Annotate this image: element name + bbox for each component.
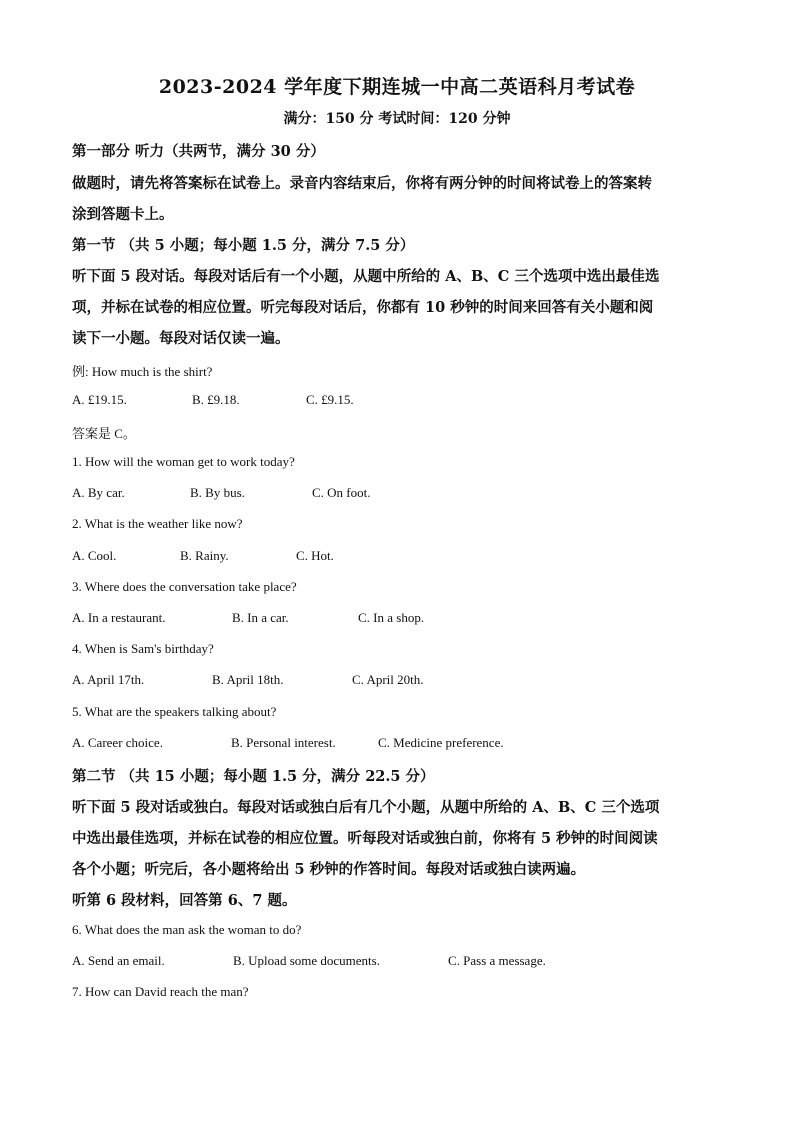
example-option-c: C. £9.15. [306, 392, 354, 407]
material-6-heading: 听第 6 段材料，回答第 6、7 题。 [72, 892, 297, 909]
question-1-options [72, 485, 722, 503]
example-option-b: B. £9.18. [192, 392, 240, 407]
question-7: 7. How can David reach the man? [72, 984, 249, 999]
question-5-option-a: A. Career choice. [72, 735, 163, 750]
question-6: 6. What does the man ask the woman to do? [72, 922, 302, 937]
question-5: 5. What are the speakers talking about? [72, 704, 277, 719]
part1-heading: 第一部分 听力（共两节，满分 30 分） [72, 143, 325, 160]
question-2-options [72, 548, 722, 566]
question-3: 3. Where does the conversation take place? [72, 579, 297, 594]
question-1-option-a: A. By car. [72, 485, 125, 500]
question-6-option-a: A. Send an email. [72, 953, 165, 968]
question-3-option-c: C. In a shop. [358, 610, 425, 625]
question-5-option-c: C. Medicine preference. [378, 735, 504, 750]
section1-heading: 第一节 （共 5 小题；每小题 1.5 分，满分 7.5 分） [72, 237, 415, 254]
section2-instruction-line-3: 各个小题；听完后，各小题将给出 5 秒钟的作答时间。每段对话或独白读两遍。 [72, 861, 586, 878]
part1-instruction-line-1: 做题时，请先将答案标在试卷上。录音内容结束后，你将有两分钟的时间将试卷上的答案转 [72, 175, 652, 192]
exam-meta: 满分：150 分 考试时间：120 分钟 [283, 111, 511, 127]
question-1: 1. How will the woman get to work today? [72, 454, 295, 469]
section1-instruction-line-2: 项，并标在试卷的相应位置。听完每段对话后，你都有 10 秒钟的时间来回答有关小题和阅 [72, 299, 654, 316]
question-2-option-c: C. Hot. [296, 548, 334, 563]
question-4-options [72, 672, 722, 690]
question-5-options [72, 735, 722, 753]
example-question: 例: How much is the shirt? [72, 364, 213, 379]
question-3-options [72, 610, 722, 628]
question-2-option-a: A. Cool. [72, 548, 117, 563]
example-options [72, 392, 722, 410]
page-title: 2023-2024 学年度下期连城一中高二英语科月考试卷 [158, 76, 636, 98]
question-1-option-b: B. By bus. [190, 485, 245, 500]
question-4: 4. When is Sam's birthday? [72, 641, 214, 656]
question-3-option-b: B. In a car. [232, 610, 289, 625]
question-4-option-c: C. April 20th. [352, 672, 424, 687]
part1-instruction-line-2: 涂到答题卡上。 [72, 206, 174, 223]
example-option-a: A. £19.15. [72, 392, 127, 407]
question-5-option-b: B. Personal interest. [231, 735, 336, 750]
question-2-option-b: B. Rainy. [180, 548, 229, 563]
section1-instruction-line-1: 听下面 5 段对话。每段对话后有一个小题，从题中所给的 A、B、C 三个选项中选出最佳选 [72, 268, 660, 285]
section2-heading: 第二节 （共 15 小题；每小题 1.5 分，满分 22.5 分） [72, 768, 435, 785]
example-answer: 答案是 C。 [72, 426, 136, 441]
question-2: 2. What is the weather like now? [72, 516, 243, 531]
section2-instruction-line-1: 听下面 5 段对话或独白。每段对话或独白后有几个小题，从题中所给的 A、B、C 三个选项 [72, 799, 660, 816]
question-3-option-a: A. In a restaurant. [72, 610, 166, 625]
question-1-option-c: C. On foot. [312, 485, 371, 500]
question-6-option-b: B. Upload some documents. [233, 953, 380, 968]
question-6-option-c: C. Pass a message. [448, 953, 546, 968]
section2-instruction-line-2: 中选出最佳选项，并标在试卷的相应位置。听每段对话或独白前，你将有 5 秒钟的时间阅读 [72, 830, 658, 847]
section1-instruction-line-3: 读下一小题。每段对话仅读一遍。 [72, 330, 290, 347]
question-4-option-b: B. April 18th. [212, 672, 284, 687]
question-4-option-a: A. April 17th. [72, 672, 145, 687]
question-6-options [72, 953, 722, 971]
